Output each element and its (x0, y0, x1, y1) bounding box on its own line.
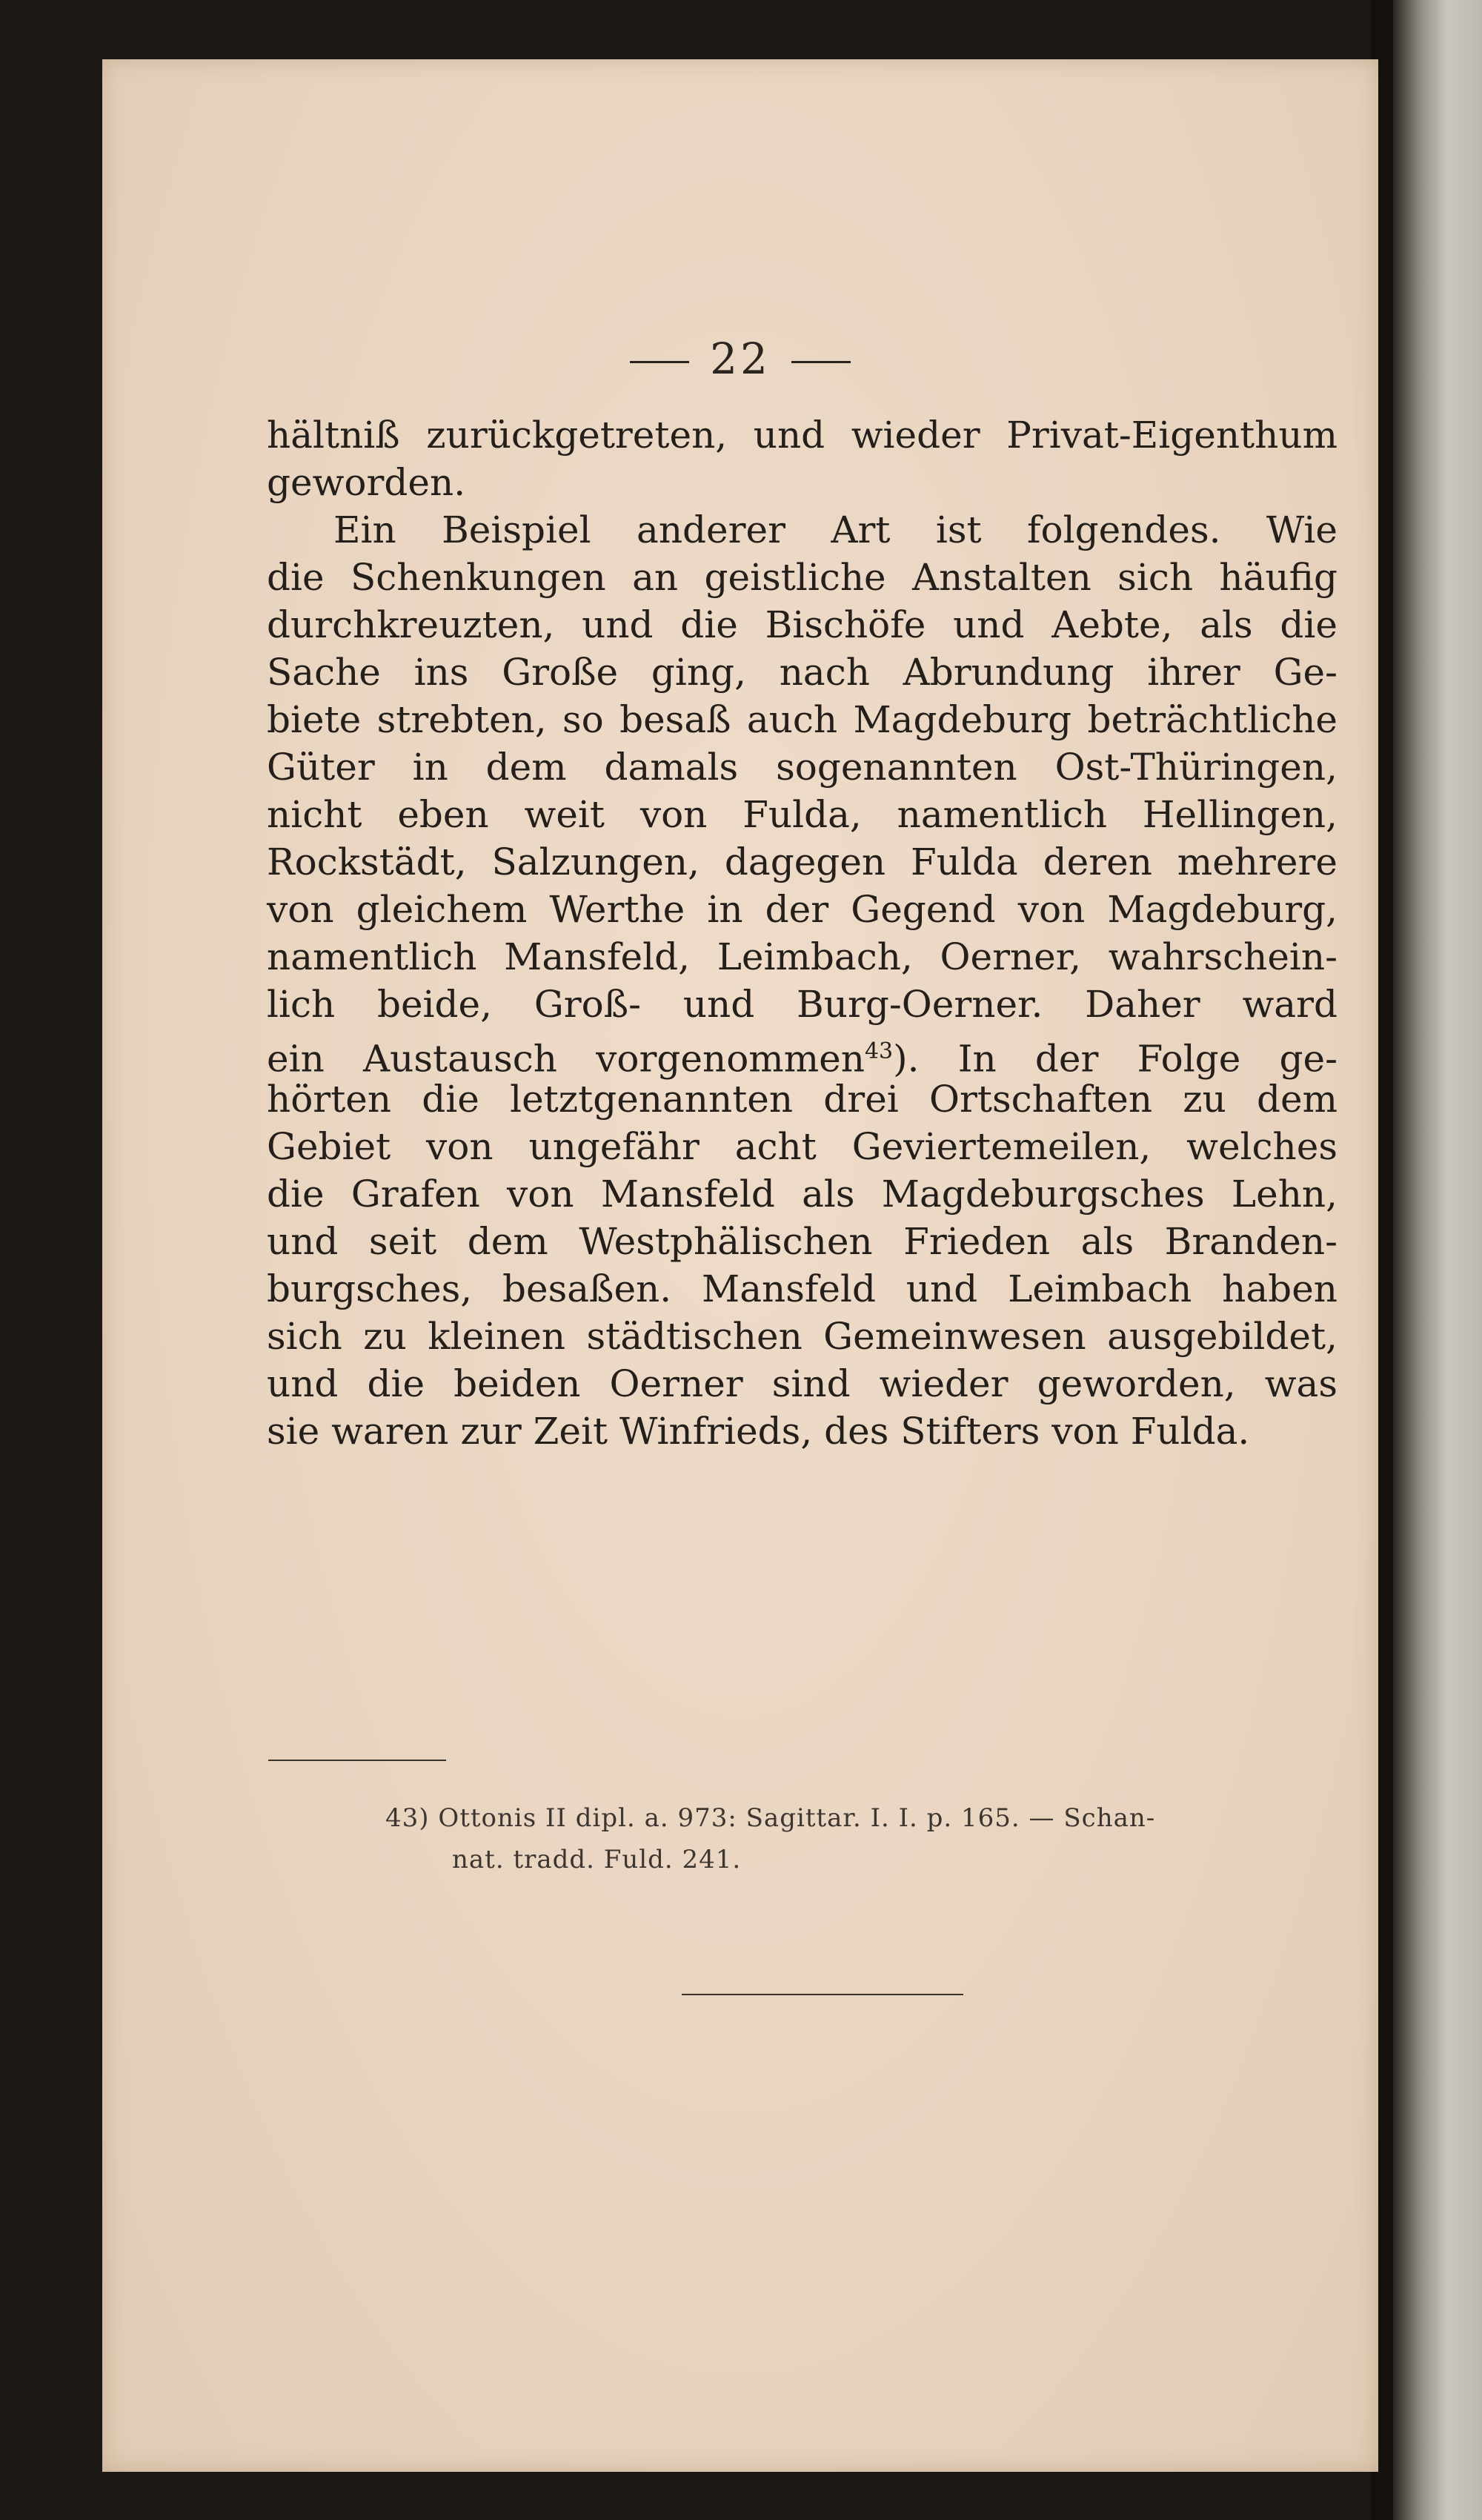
text-line: geworden. (267, 461, 466, 504)
text-line: sie waren zur Zeit Winfrieds, des Stifters von Fulda. (267, 1410, 1250, 1453)
text-line: und die beiden Oerner sind wieder geworden, was (267, 1362, 1338, 1405)
footnote-reference: 43 (864, 1038, 894, 1064)
text-line: Güter in dem damals sogenannten Ost-Thüringen, (267, 746, 1338, 789)
text-line: Sache ins Große ging, nach Abrundung ihrer Ge- (267, 651, 1338, 694)
text-line-with-footnote-ref: ein Austausch vorgenommen$^{43}$). In der Folge ge- (267, 1037, 1338, 1081)
main-text (267, 411, 1338, 1455)
text-line: und seit dem Westphälischen Frieden als Branden- (267, 1220, 1338, 1263)
footnote-line: nat. tradd. Fuld. 241. (452, 1845, 742, 1874)
book-edge (1393, 0, 1482, 2520)
text-line: nicht eben weit von Fulda, namentlich Hellingen, (267, 793, 1338, 836)
text-line: sich zu kleinen städtischen Gemeinwesen ausgebildet, (267, 1315, 1338, 1358)
page-number: 22 (102, 334, 1378, 384)
text-line: biete strebten, so besaß auch Magdeburg beträchtliche (267, 698, 1338, 741)
text-line: von gleichem Werthe in der Gegend von Magdeburg, (267, 888, 1338, 931)
text-line: Ein Beispiel anderer Art ist folgendes. Wie (333, 508, 1338, 551)
text-line: namentlich Mansfeld, Leimbach, Oerner, wahrschein- (267, 935, 1338, 978)
text-line: burgsches, besaßen. Mansfeld und Leimbach haben (267, 1267, 1338, 1310)
footnote (385, 1797, 1319, 1880)
text-line: durchkreuzten, und die Bischöfe und Aebte, als die (267, 603, 1338, 646)
end-rule (682, 1994, 963, 1995)
text-line: hörten die letztgenannten drei Ortschaften zu dem (267, 1078, 1338, 1121)
text-line: die Schenkungen an geistliche Anstalten sich häufig (267, 556, 1338, 599)
page-number-dash-left (630, 361, 689, 363)
text-line: die Grafen von Mansfeld als Magdeburgsches Lehn, (267, 1173, 1338, 1216)
page-number-dash-right (791, 361, 851, 363)
footnote-separator (268, 1760, 446, 1761)
footnote-line: 43) Ottonis II dipl. a. 973: Sagittar. I. I. p. 165. — Schan- (385, 1803, 1156, 1833)
text-line: Rockstädt, Salzungen, dagegen Fulda deren mehrere (267, 840, 1338, 883)
text-line: Gebiet von ungefähr acht Geviertemeilen, welches (267, 1125, 1338, 1168)
text-line: lich beide, Groß- und Burg-Oerner. Daher ward (267, 983, 1338, 1026)
text-line: hältniß zurückgetreten, und wieder Privat-Eigenthum (267, 414, 1338, 457)
